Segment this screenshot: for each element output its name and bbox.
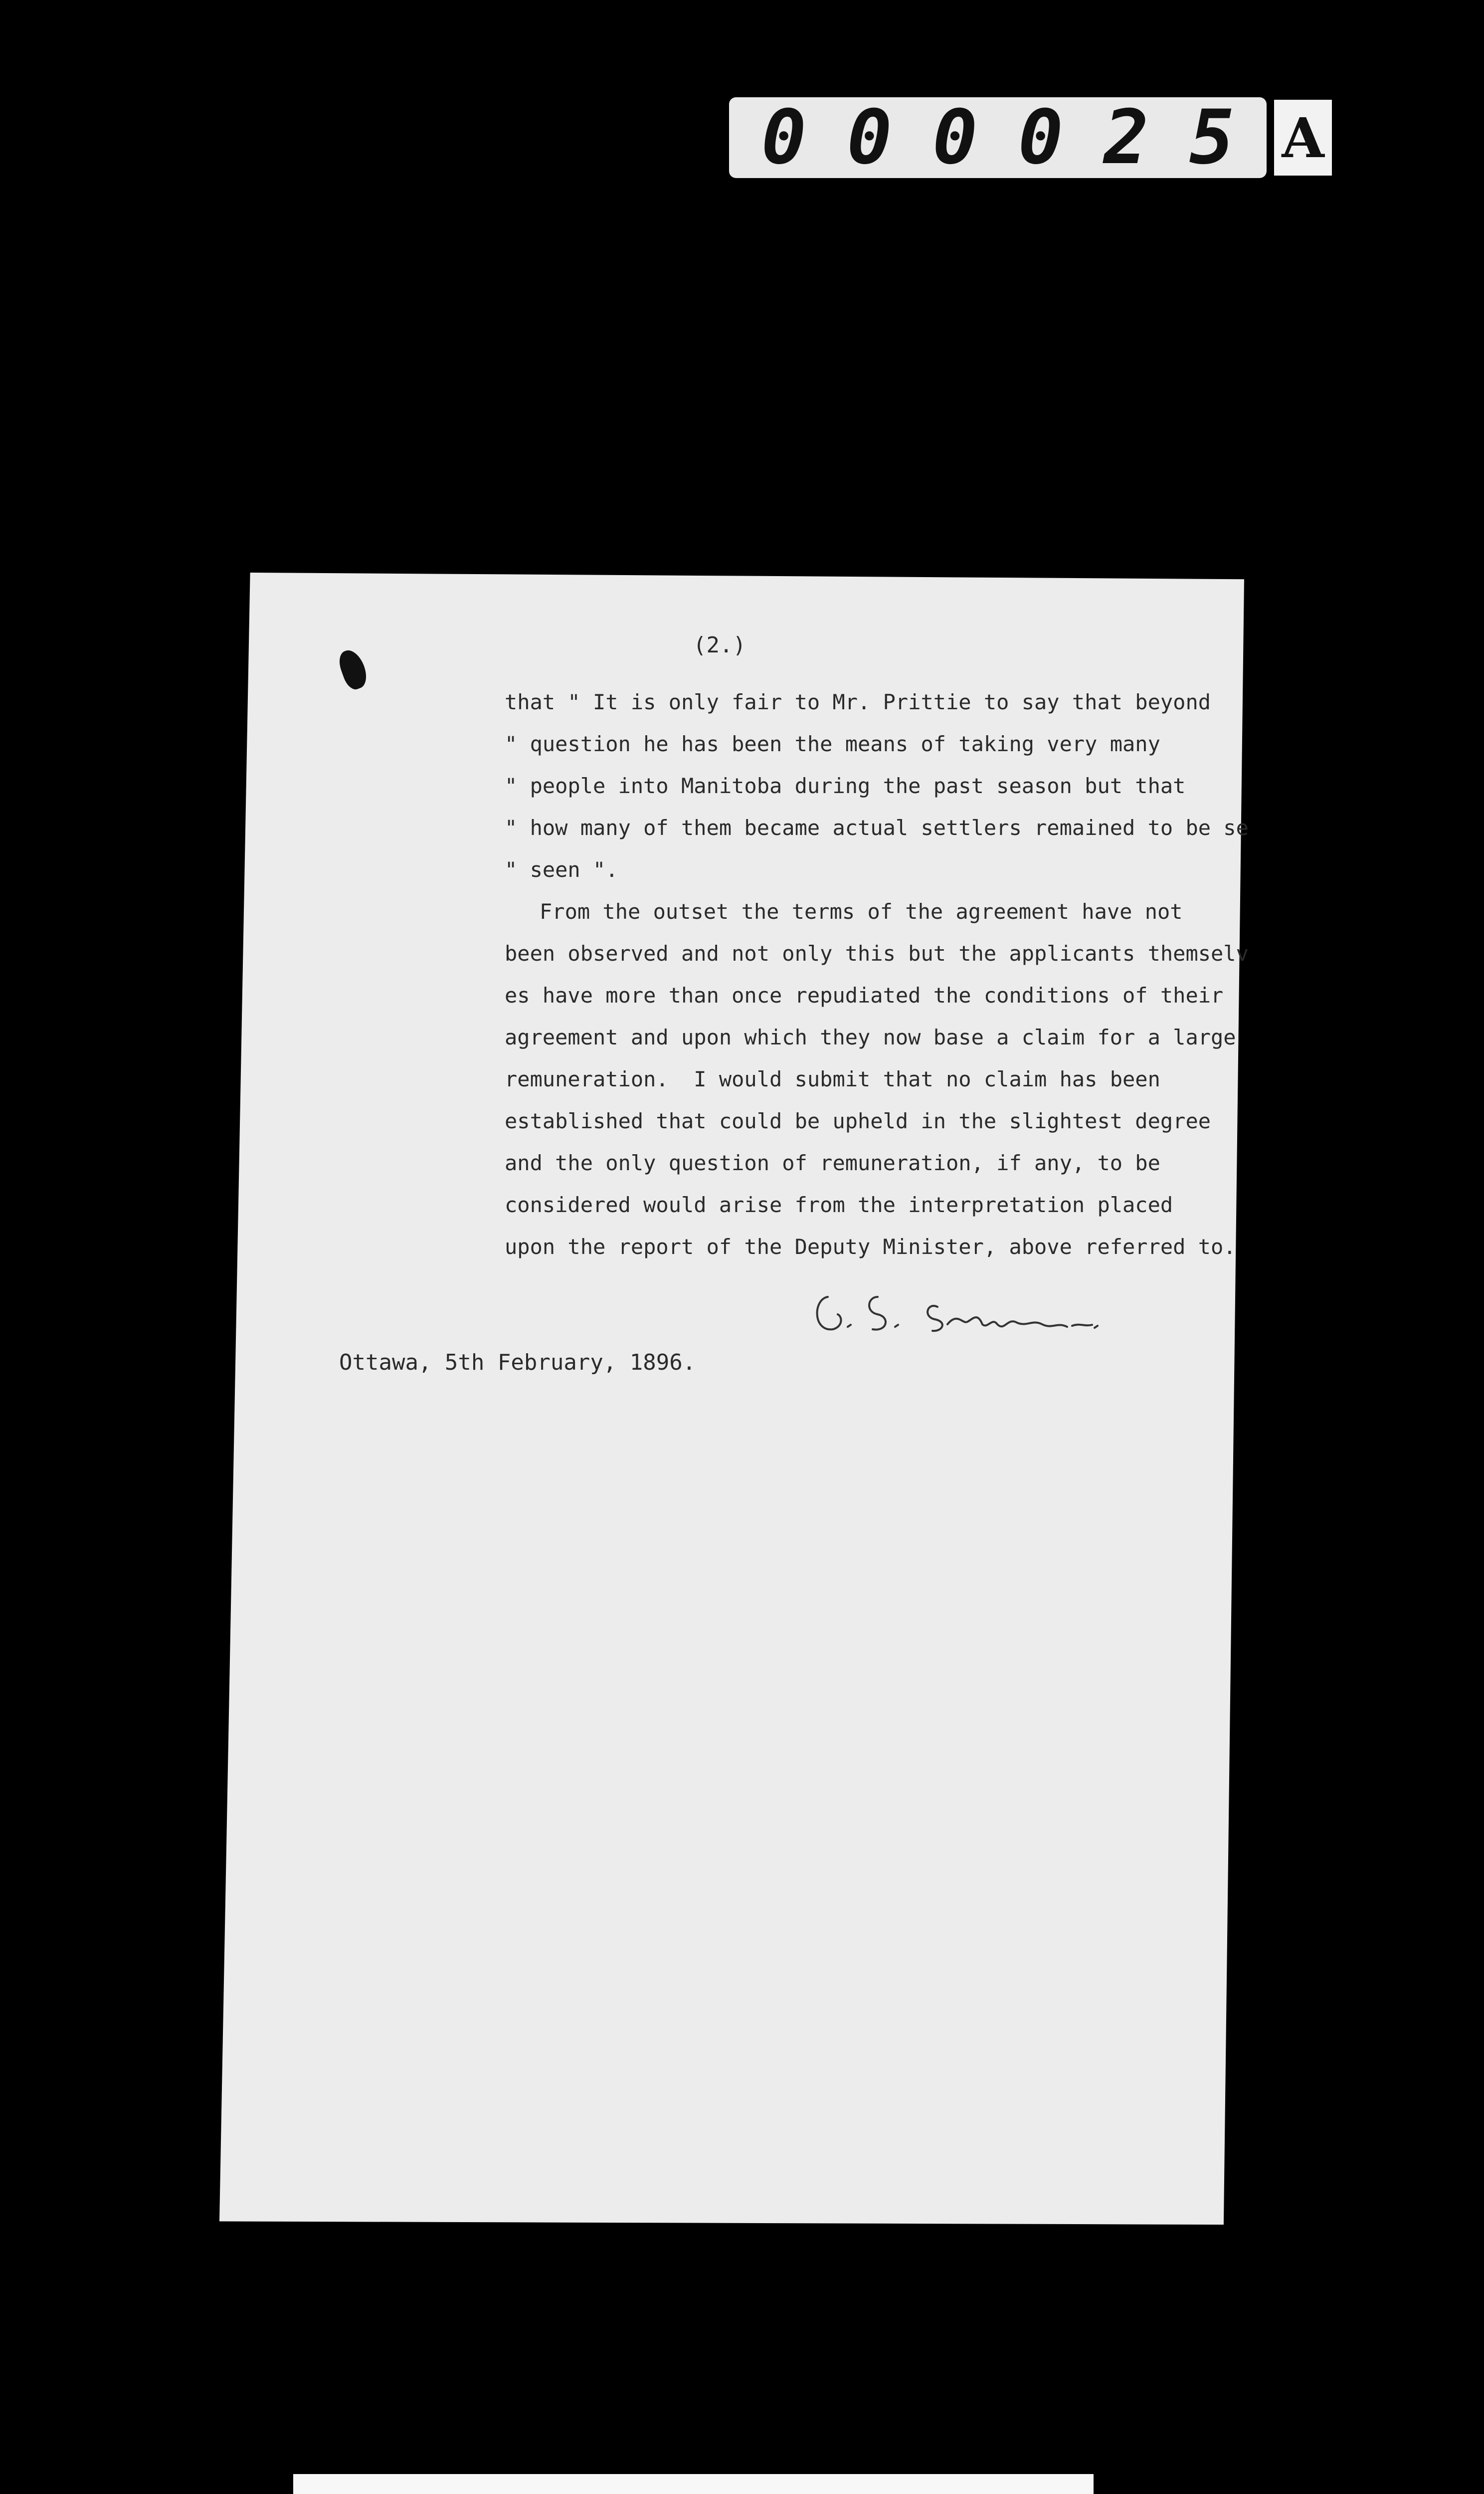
text-line: " seen ".: [505, 857, 618, 882]
text-line: and the only question of remuneration, if any, to be: [505, 1151, 1160, 1175]
text-line: es have more than once repudiated the conditions of their: [505, 983, 1224, 1008]
text-line: " people into Manitoba during the past season but that: [505, 774, 1186, 798]
text-line: considered would arise from the interpretation placed: [505, 1193, 1173, 1217]
archive-reference-label: [293, 2474, 1094, 2494]
counter-digit: 0: [761, 94, 806, 181]
text-line: " how many of them became actual settlers remained to be se: [505, 816, 1249, 840]
dateline: Ottawa, 5th February, 1896.: [339, 1350, 696, 1375]
text-line: remuneration. I would submit that no claim has been: [505, 1067, 1160, 1091]
handwritten-signature: [808, 1277, 1127, 1342]
text-line: From the outset the terms of the agreement have not: [540, 899, 1183, 924]
counter-digit: 5: [1189, 94, 1235, 181]
text-line: " question he has been the means of taking very many: [505, 732, 1160, 756]
text-line: established that could be upheld in the slightest degree: [505, 1109, 1211, 1133]
counter-digit: 2: [1104, 94, 1149, 181]
counter-suffix: A: [1274, 100, 1332, 176]
counter-digit: 0: [932, 94, 978, 181]
text-line: that " It is only fair to Mr. Prittie to say that beyond: [505, 690, 1211, 714]
body-text: [505, 681, 1249, 1268]
frame-counter: [729, 94, 1267, 181]
text-line: been observed and not only this but the applicants themselv: [505, 941, 1249, 966]
counter-digit: 0: [847, 94, 892, 181]
page-number: (2.): [693, 632, 746, 658]
text-line: upon the report of the Deputy Minister, above referred to.: [505, 1235, 1236, 1259]
counter-digit: 0: [1018, 94, 1063, 181]
text-line: agreement and upon which they now base a claim for a large: [505, 1025, 1236, 1049]
